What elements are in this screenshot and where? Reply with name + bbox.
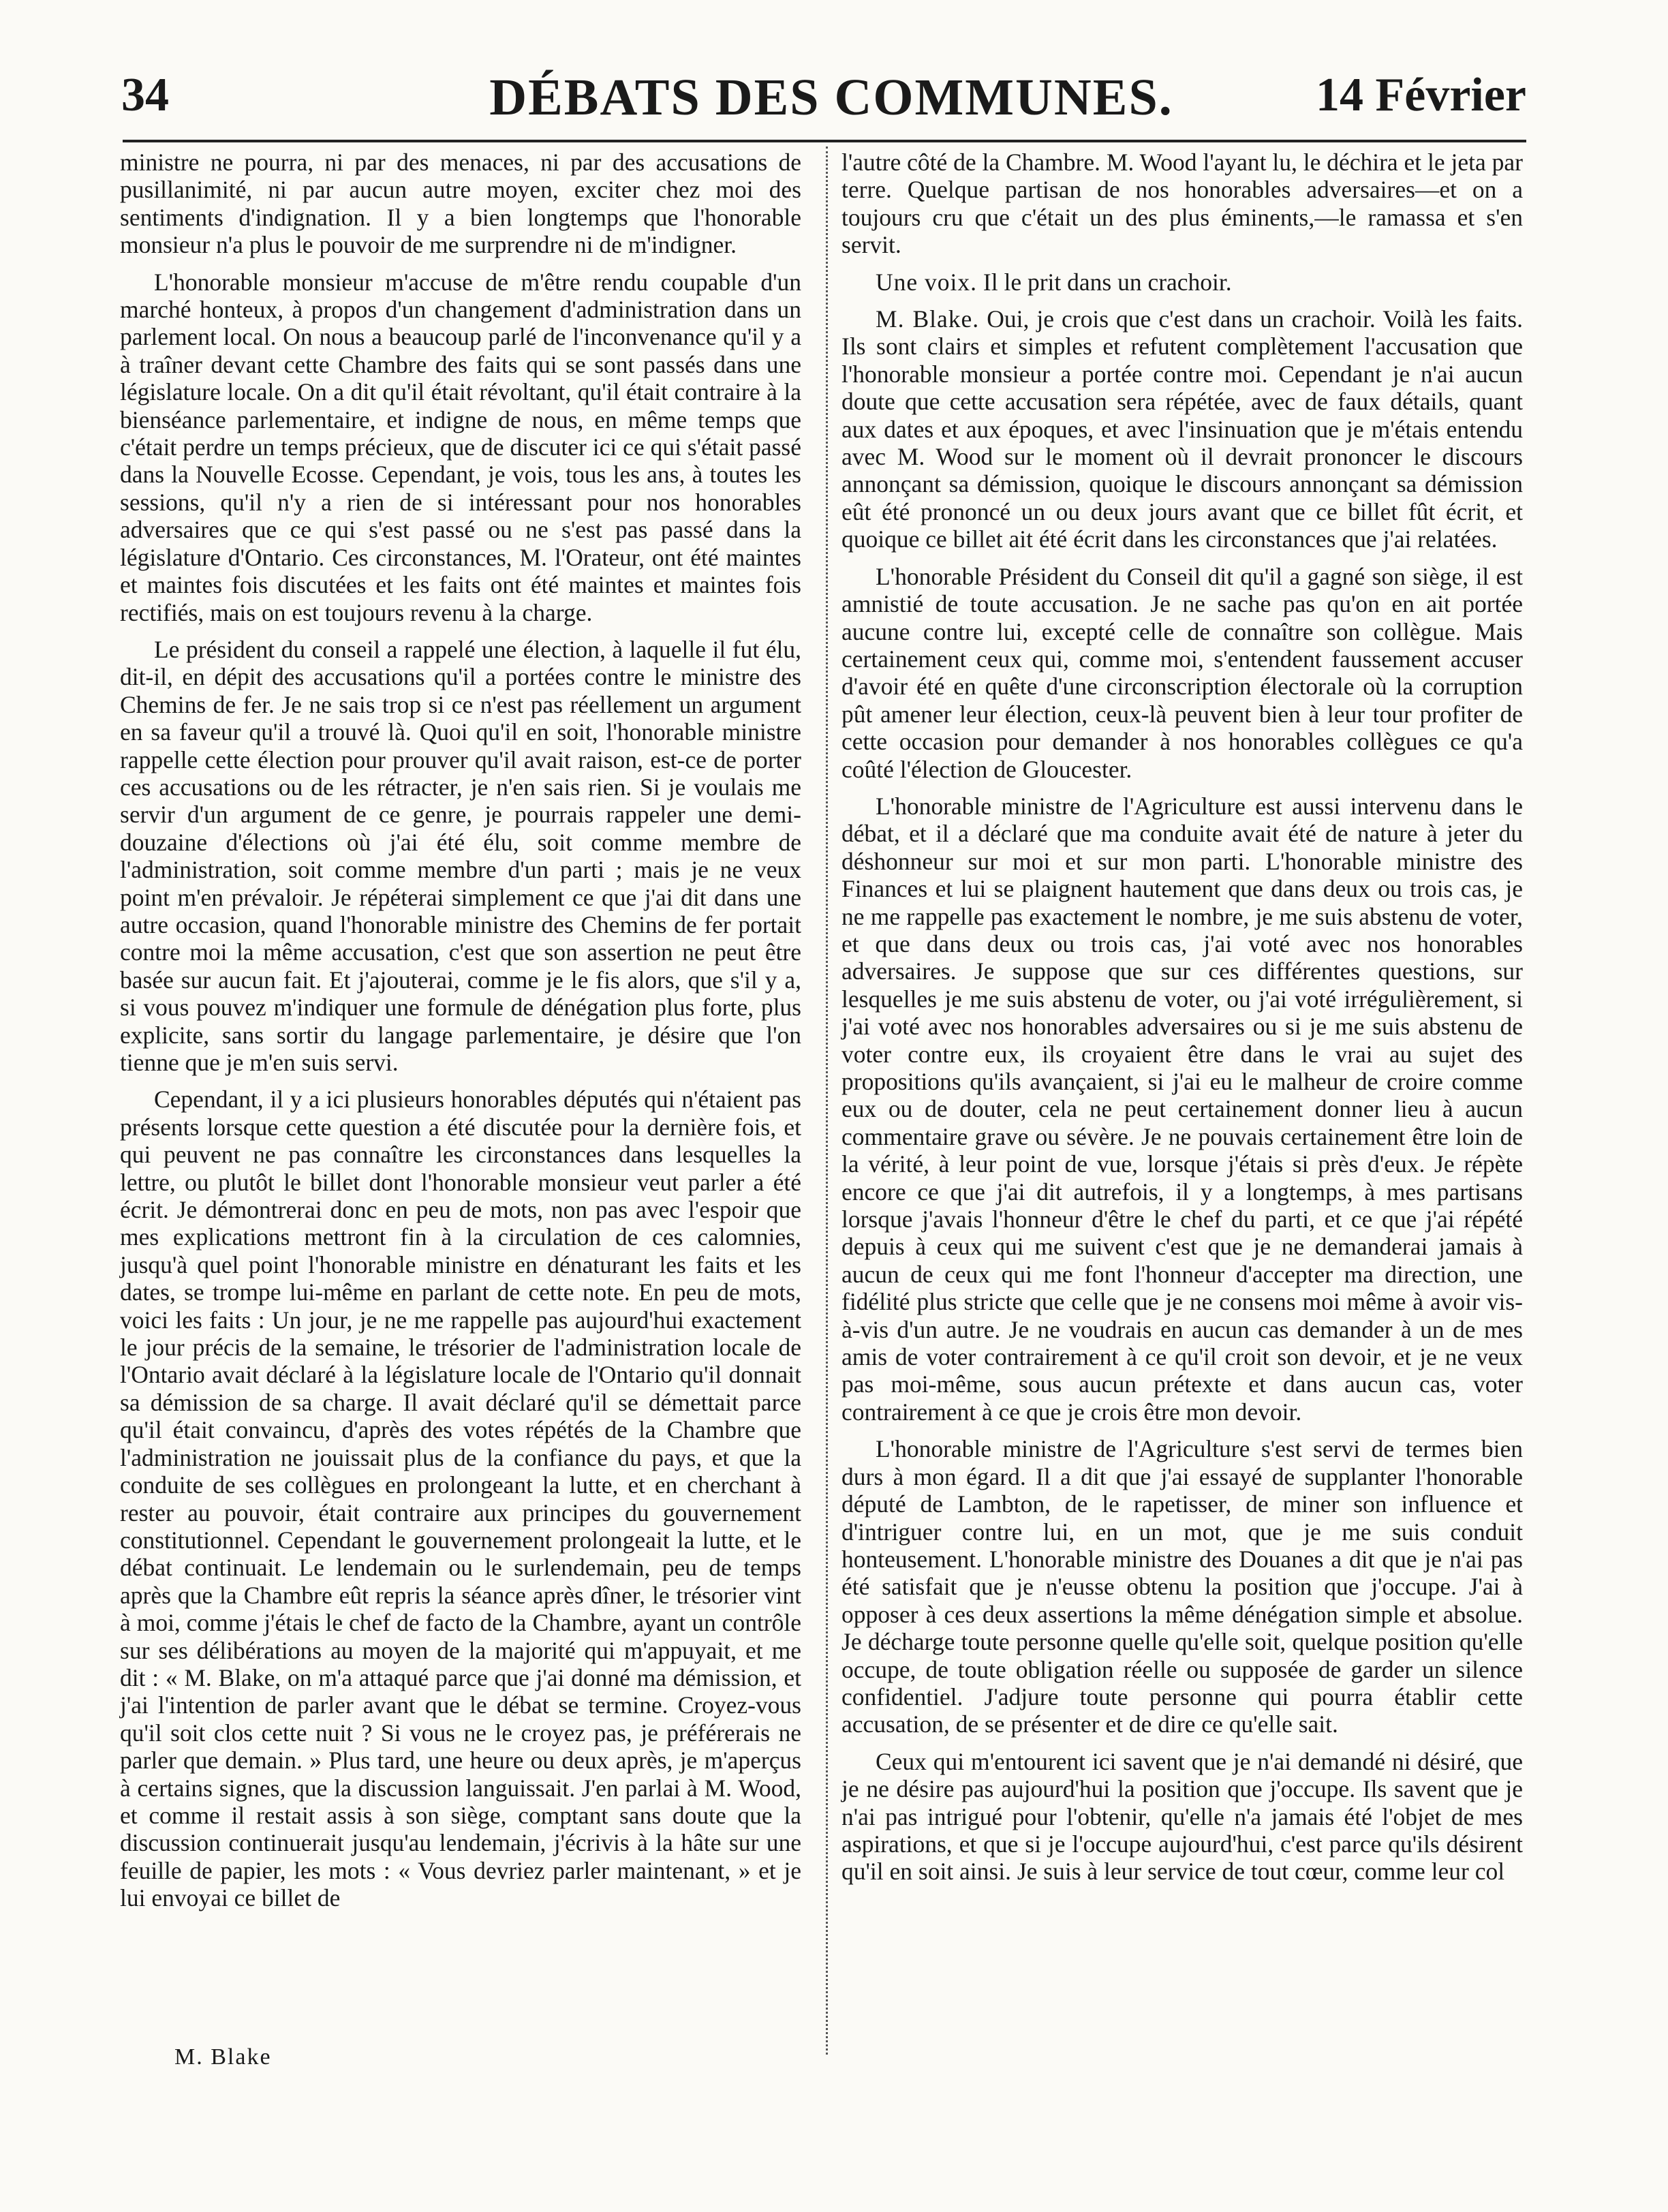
speaker-name: M. Blake. <box>876 305 980 333</box>
paragraph: L'honorable Président du Conseil dit qu'il a gagné son siège, il est amnistié de toute accusation. Je ne sache pas qu'on en ait portée aucune contre lui, excepté celle de connaître son collègue. Mais certainement ceux qui, comme moi, s'entendent faussement accuser d'avoir été en quête d'une circonscription électorale où la corruption pût amener leur élection, ceux-là peuvent bien à leur tour profiter de cette occasion pour demander à nos honorables collègues ce qu'a coûté l'élection de Gloucester. <box>841 562 1523 783</box>
paragraph: L'honorable ministre de l'Agriculture s'est servi de termes bien durs à mon égard. Il a dit que j'ai essayé de supplanter l'honorable député de Lambton, de le rapetisser, de miner son influence et d'intriguer contre lui, en un mot, que je me suis conduit honteusement. L'honorable ministre des Douanes a dit que je n'ai pas été satisfait que je n'eusse obtenu la position que j'occupe. J'ai à opposer à ces deux assertions la même dénégation simple et absolue. Je décharge toute personne quelle qu'elle soit, quelque position qu'elle occupe, de toute obligation réelle ou supposée de garder un silence confidentiel. J'adjure toute personne qui pourra établir cette accusation, de se présenter et de dire ce qu'elle sait. <box>841 1435 1523 1738</box>
page-number: 34 <box>121 69 169 121</box>
right-column <box>841 149 1523 1886</box>
page-title: DÉBATS DES COMMUNES. <box>489 69 1173 126</box>
paragraph: Le président du conseil a rappelé une élection, à laquelle il fut élu, dit-il, en dépit des accusations qu'il a portées contre le ministre des Chemins de fer. Je ne sais trop si ce n'est pas réellement un argument en sa faveur qu'il a trouvé là. Quoi qu'il en soit, l'honorable ministre rappelle cette élection pour prouver qu'il avait raison, est-ce de porter ces accusations ou de les rétracter, je n'en sais rien. Si je voulais me servir d'un argument de ce genre, je pourrais rappeler une demi-douzaine d'élections où j'ai été élu, soit comme membre de l'administration, soit comme membre d'un parti ; mais je ne veux point m'en prévaloir. Je répéterai simplement ce que j'ai dit dans une autre occasion, quand l'honorable ministre des Chemins de fer portait contre moi la même accusation, c'est que son assertion ne peut être basée sur aucun fait. Et j'ajouterai, comme je le fis alors, que s'il y a, si vous pouvez m'indiquer une formule de dénégation plus forte, plus explicite, sans sortir du langage parlementaire, je désire que l'on tienne que je m'en suis servi. <box>120 635 801 1076</box>
paragraph: Ceux qui m'entourent ici savent que je n'ai demandé ni désiré, que je ne désire pas aujourd'hui la position que j'occupe. Ils savent que je n'ai pas intrigué pour l'obtenir, qu'elle n'a jamais été l'objet de mes aspirations, et que si je l'occupe aujourd'hui, c'est parce qu'ils désirent qu'il en soit ainsi. Je suis à leur service de tout cœur, comme leur col <box>841 1747 1523 1886</box>
page-header <box>116 68 1547 136</box>
paragraph <box>841 305 1523 553</box>
column-divider <box>826 147 828 2055</box>
paragraph: Cependant, il y a ici plusieurs honorables députés qui n'étaient pas présents lorsque cette question a été discutée pour la dernière fois, et qui peuvent ne pas connaître les circonstances dans lesquelles la lettre, ou plutôt le billet dont l'honorable monsieur veut parler a été écrit. Je démontrerai donc en peu de mots, non pas avec l'espoir que mes explications mettront fin à la circulation de ces calomnies, jusqu'à quel point l'honorable ministre en dénaturant les faits et les dates, se trompe lui-même en parlant de cette note. En peu de mots, voici les faits : Un jour, je ne me rappelle pas aujourd'hui exactement le jour précis de la semaine, le trésorier de l'administration locale de l'Ontario avait déclaré à la législature locale de l'Ontario qu'il donnait sa démission de sa charge. Il avait déclaré qu'il se démettait parce qu'il était convaincu, d'après des votes répétés de la Chambre que l'administration ne jouissait plus de la confiance du pays, et que la conduite de ses collègues en prolongeant la lutte, et en cherchant à rester au pouvoir, était contraire aux principes du gouvernement constitutionnel. Cependant le gouvernement prolongeait la lutte, et le débat continuait. Le lendemain ou le surlendemain, peu de temps après que la Chambre eût repris la séance après dîner, le trésorier vint à moi, comme j'étais le chef de facto de la Chambre, ayant un contrôle sur ses délibérations au moyen de la majorité qui m'appuyait, et me dit : « M. Blake, on m'a attaqué parce que j'ai donné ma démission, et j'ai l'intention de parler avant que le débat se termine. Croyez-vous qu'il soit clos cette nuit ? Si vous ne le croyez pas, je préférerais ne parler que demain. » Plus tard, une heure ou deux après, je m'aperçus à certains signes, que la discussion languissait. J'en parlai à M. Wood, et comme il restait assis à son siège, comptant sans doute que la discussion continuerait jusqu'au lendemain, j'écrivis à la hâte sur une feuille de papier, les mots : « Vous devriez parler maintenant, » et je lui envoyai ce billet de <box>120 1086 801 1912</box>
speech-text: Il le prit dans un crachoir. <box>983 268 1232 296</box>
left-column <box>120 149 801 1912</box>
speaker-name: Une voix. <box>876 268 978 296</box>
footer-speaker-name: M. Blake <box>174 2044 272 2070</box>
header-rule <box>123 140 1526 142</box>
paragraph: L'honorable ministre de l'Agriculture est aussi intervenu dans le débat, et il a déclaré que ma conduite avait été de nature à jeter du déshonneur sur moi et sur mon parti. L'honorable ministre des Finances et lui se plaignent hautement que dans deux ou trois cas, je ne me rappelle pas exactement le nombre, je me suis abstenu de voter, et que dans deux ou trois cas, j'ai voté avec nos honorables adversaires. Je suppose que sur ces différentes questions, sur lesquelles je me suis abstenu de voter, ou j'ai voté irrégulièrement, si j'ai voté avec nos honorables adversaires ou si je me suis abstenu de voter contre eux, ils croyaient être dans le vrai au sujet des propositions qu'ils avançaient, si j'ai eu le malheur de croire comme eux ou de douter, cela ne peut certainement donner lieu à aucun commentaire grave ou sévère. Je ne pouvais certainement être loin de la vérité, à leur point de vue, lorsque j'étais si près d'eux. Je répète encore ce que j'ai dit autrefois, il y a longtemps, à mes partisans lorsque j'avais l'honneur d'être le chef du parti, et ce que j'ai répété depuis à ceux qui me suivent c'est que je ne demanderai jamais à aucun de ceux qui me font l'honneur d'accepter ma direction, une fidélité plus stricte que celle que je ne consens moi même à avoir vis-à-vis d'un autre. Je ne voudrais en aucun cas demander à un de mes amis de voter contrairement à ce qu'il croit son devoir, et je ne veux pas moi-même, sous aucun prétexte et dans aucun cas, voter contrairement à ce que je crois être mon devoir. <box>841 792 1523 1426</box>
speech-text: Oui, je crois que c'est dans un crachoir. Voilà les faits. Ils sont clairs et simples et refutent complètement l'accusation que l'honorable monsieur a portée contre moi. Cependant je n'ai aucun doute que cette accusation sera répétée, avec de faux détails, quant aux dates et aux époques, et avec l'insinuation que je m'étais entendu avec M. Wood sur le moment où il devrait prononcer le discours annonçant sa démission, quoique le discours annonçant sa démission eût été prononcé un ou deux jours avant que ce billet fût écrit, et quoique ce billet ait été écrit dans les circonstances que j'ai relatées. <box>841 305 1523 553</box>
paragraph <box>841 268 1523 296</box>
paragraph: L'honorable monsieur m'accuse de m'être rendu coupable d'un marché honteux, à propos d'un changement d'administration dans un parlement local. On nous a beaucoup parlé de l'inconvenance qu'il y a à traîner devant cette Chambre des faits qui se sont passés dans une législature locale. On a dit qu'il était révoltant, qu'il était contraire à la bienséance parlementaire, et indigne de nous, en même temps que c'était perdre un temps précieux, que de discuter ici ce qui s'était passé dans la Nouvelle Ecosse. Cependant, je vois, tous les ans, à toutes les sessions, qu'il n'y a rien de si intéressant pour nos honorables adversaires que ce qui s'est passé ou ne s'est pas passé dans la législature d'Ontario. Ces circonstances, M. l'Orateur, ont été maintes et maintes fois discutées et les faits ont été maintes et maintes fois rectifiés, mais on est toujours revenu à la charge. <box>120 268 801 626</box>
page-date: 14 Février <box>1316 69 1526 121</box>
paragraph: l'autre côté de la Chambre. M. Wood l'ayant lu, le déchira et le jeta par terre. Quelque partisan de nos honorables adversaires—et on a toujours cru que c'était un des plus éminents,—le ramassa et s'en servit. <box>841 149 1523 259</box>
paragraph: ministre ne pourra, ni par des menaces, ni par des accusations de pusillanimité, ni par aucun autre moyen, exciter chez moi des sentiments d'indignation. Il y a bien longtemps que l'honorable monsieur n'a plus le pouvoir de me surprendre ni de m'indigner. <box>120 149 801 259</box>
